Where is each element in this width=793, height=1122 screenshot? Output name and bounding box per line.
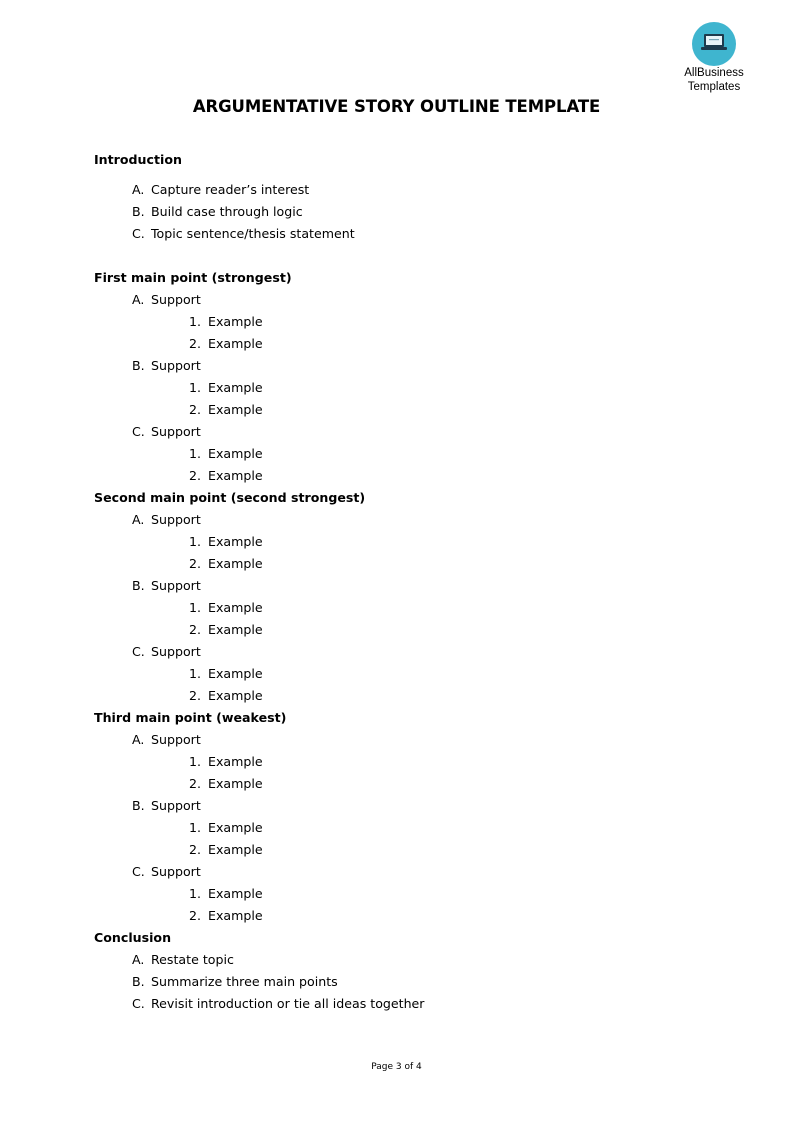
list-marker: A. — [132, 182, 145, 197]
logo-text-line2: Templates — [687, 81, 741, 93]
list-marker: A. — [132, 952, 145, 967]
list-item-text: Example — [208, 534, 263, 549]
support-item — [94, 509, 734, 531]
list-marker: C. — [132, 996, 145, 1011]
support-item — [94, 575, 734, 597]
list-item-text: Example — [208, 600, 263, 615]
list-marker: 2. — [189, 556, 202, 571]
support-item — [94, 289, 734, 311]
example-item — [94, 597, 734, 619]
spacer — [94, 171, 734, 179]
document-title: ARGUMENTATIVE STORY OUTLINE TEMPLATE — [192, 97, 601, 116]
list-marker: 1. — [189, 600, 202, 615]
allbusiness-templates-logo — [674, 22, 754, 94]
section-heading: First main point (strongest) — [94, 270, 292, 285]
introduction-list — [94, 179, 734, 245]
support-item — [94, 421, 734, 443]
list-item-text: Example — [208, 754, 263, 769]
list-item-text: Example — [208, 336, 263, 351]
list-marker: C. — [132, 644, 145, 659]
example-item — [94, 311, 734, 333]
support-item — [94, 355, 734, 377]
list-marker: 1. — [189, 666, 202, 681]
list-marker: B. — [132, 798, 145, 813]
list-marker: 2. — [189, 402, 202, 417]
list-marker: 2. — [189, 468, 202, 483]
list-marker: 2. — [189, 776, 202, 791]
introduction-heading: Introduction — [94, 152, 182, 167]
section-heading: Second main point (second strongest) — [94, 490, 366, 505]
list-marker: 1. — [189, 886, 202, 901]
list-marker: 1. — [189, 754, 202, 769]
list-item-text: Example — [208, 314, 263, 329]
section-heading: Third main point (weakest) — [94, 710, 287, 725]
list-marker: C. — [132, 864, 145, 879]
list-item-text: Example — [208, 380, 263, 395]
list-marker: A. — [132, 292, 145, 307]
list-marker: 1. — [189, 380, 202, 395]
list-marker: 1. — [189, 446, 202, 461]
list-item-text: Capture reader’s interest — [151, 182, 310, 197]
list-item-text: Example — [208, 446, 263, 461]
list-item-text: Topic sentence/thesis statement — [151, 226, 355, 241]
example-item — [94, 773, 734, 795]
list-marker: 2. — [189, 622, 202, 637]
example-item — [94, 377, 734, 399]
list-marker: 1. — [189, 534, 202, 549]
list-item-text: Example — [208, 842, 263, 857]
logo-text-line1: AllBusiness — [684, 67, 744, 79]
list-item-text: Build case through logic — [151, 204, 303, 219]
example-item — [94, 751, 734, 773]
page-number: Page 3 of 4 — [371, 1062, 422, 1072]
support-item — [94, 729, 734, 751]
list-marker: A. — [132, 512, 145, 527]
list-item-text: Example — [208, 820, 263, 835]
list-item — [94, 971, 734, 993]
list-item-text: Example — [208, 688, 263, 703]
list-item — [94, 993, 734, 1015]
list-item-text: Support — [151, 512, 201, 527]
example-item — [94, 531, 734, 553]
list-marker: B. — [132, 578, 145, 593]
list-marker: 2. — [189, 336, 202, 351]
list-item-text: Example — [208, 886, 263, 901]
example-item — [94, 905, 734, 927]
example-item — [94, 685, 734, 707]
list-item-text: Restate topic — [151, 952, 234, 967]
list-item-text: Support — [151, 292, 201, 307]
support-item — [94, 861, 734, 883]
example-item — [94, 839, 734, 861]
list-item-text: Support — [151, 424, 201, 439]
example-item — [94, 619, 734, 641]
list-item-text: Support — [151, 864, 201, 879]
list-marker: C. — [132, 226, 145, 241]
list-marker: 1. — [189, 820, 202, 835]
list-marker: B. — [132, 358, 145, 373]
list-marker: C. — [132, 424, 145, 439]
list-marker: 2. — [189, 908, 202, 923]
conclusion-heading: Conclusion — [94, 930, 172, 945]
example-item — [94, 883, 734, 905]
list-marker: 1. — [189, 314, 202, 329]
list-item-text: Example — [208, 468, 263, 483]
list-marker: B. — [132, 204, 145, 219]
conclusion-list — [94, 949, 734, 1015]
list-item-text: Summarize three main points — [151, 974, 338, 989]
list-item-text: Example — [208, 622, 263, 637]
list-item-text: Revisit introduction or tie all ideas together — [151, 996, 425, 1011]
list-item — [94, 201, 734, 223]
list-item-text: Support — [151, 644, 201, 659]
list-item-text: Example — [208, 666, 263, 681]
outline — [94, 149, 734, 1015]
list-marker: 2. — [189, 842, 202, 857]
support-item — [94, 641, 734, 663]
list-item-text: Support — [151, 358, 201, 373]
list-item — [94, 179, 734, 201]
example-item — [94, 443, 734, 465]
example-item — [94, 663, 734, 685]
list-marker: B. — [132, 974, 145, 989]
support-item — [94, 795, 734, 817]
list-item-text: Example — [208, 776, 263, 791]
list-item — [94, 949, 734, 971]
laptop-icon — [692, 22, 736, 66]
list-item-text: Example — [208, 402, 263, 417]
example-item — [94, 465, 734, 487]
example-item — [94, 333, 734, 355]
main-points — [94, 267, 734, 927]
list-item — [94, 223, 734, 245]
example-item — [94, 817, 734, 839]
list-marker: A. — [132, 732, 145, 747]
list-item-text: Support — [151, 732, 201, 747]
list-item-text: Example — [208, 556, 263, 571]
example-item — [94, 553, 734, 575]
list-marker: 2. — [189, 688, 202, 703]
example-item — [94, 399, 734, 421]
list-item-text: Support — [151, 798, 201, 813]
spacer — [94, 245, 734, 267]
list-item-text: Example — [208, 908, 263, 923]
list-item-text: Support — [151, 578, 201, 593]
